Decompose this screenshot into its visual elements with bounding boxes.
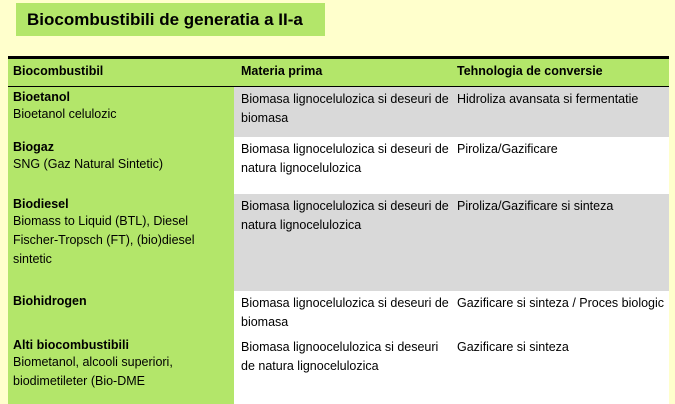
fuel-name: Alti biocombustibili [13, 338, 129, 352]
tehnologia-cell: Piroliza/Gazificare [450, 137, 669, 194]
table-row [8, 137, 669, 194]
tehnologia-cell: Hidroliza avansata si fermentatie [450, 87, 669, 137]
tehnologia-cell: Gazificare si sinteza [450, 335, 669, 404]
fuel-detail: SNG (Gaz Natural Sintetic) [13, 157, 164, 171]
header-materia-prima: Materia prima [234, 59, 450, 86]
materia-prima-cell: Biomasa lignocelulozica si deseuri de biomasa [234, 291, 450, 335]
fuel-name: Biohidrogen [13, 294, 87, 308]
fuel-name: Bioetanol [13, 90, 70, 104]
fuel-name: Biodiesel [13, 197, 69, 211]
fuel-detail: Bioetanol celulozic [13, 107, 117, 121]
table-row [8, 194, 669, 291]
materia-prima-cell: Biomasa lignocelulozica si deseuri de biomasa [234, 87, 450, 137]
fuel-name: Biogaz [13, 140, 54, 154]
table-row [8, 335, 669, 404]
table-header [8, 59, 669, 87]
materia-prima-cell: Biomasa lignoocelulozica si deseuri de natura lignocelulozica [234, 335, 450, 404]
biofuels-table [8, 56, 669, 404]
materia-prima-cell: Biomasa lignocelulozica si deseuri de natura lignocelulozica [234, 137, 450, 194]
table-row [8, 291, 669, 335]
table-row [8, 87, 669, 137]
fuel-detail: Biometanol, alcooli superiori, biodimetileter (Bio-DME [13, 355, 173, 388]
header-tehnologia: Tehnologia de conversie [450, 59, 669, 86]
header-biocombustibil: Biocombustibil [8, 59, 234, 86]
page-title: Biocombustibili de generatia a II-a [16, 3, 325, 36]
tehnologia-cell: Piroliza/Gazificare si sinteza [450, 194, 669, 291]
materia-prima-cell: Biomasa lignocelulozica si deseuri de natura lignocelulozica [234, 194, 450, 291]
tehnologia-cell: Gazificare si sinteza / Proces biologic [450, 291, 669, 335]
fuel-detail: Biomass to Liquid (BTL), Diesel Fischer-Tropsch (FT), (bio)diesel sintetic [13, 214, 195, 266]
